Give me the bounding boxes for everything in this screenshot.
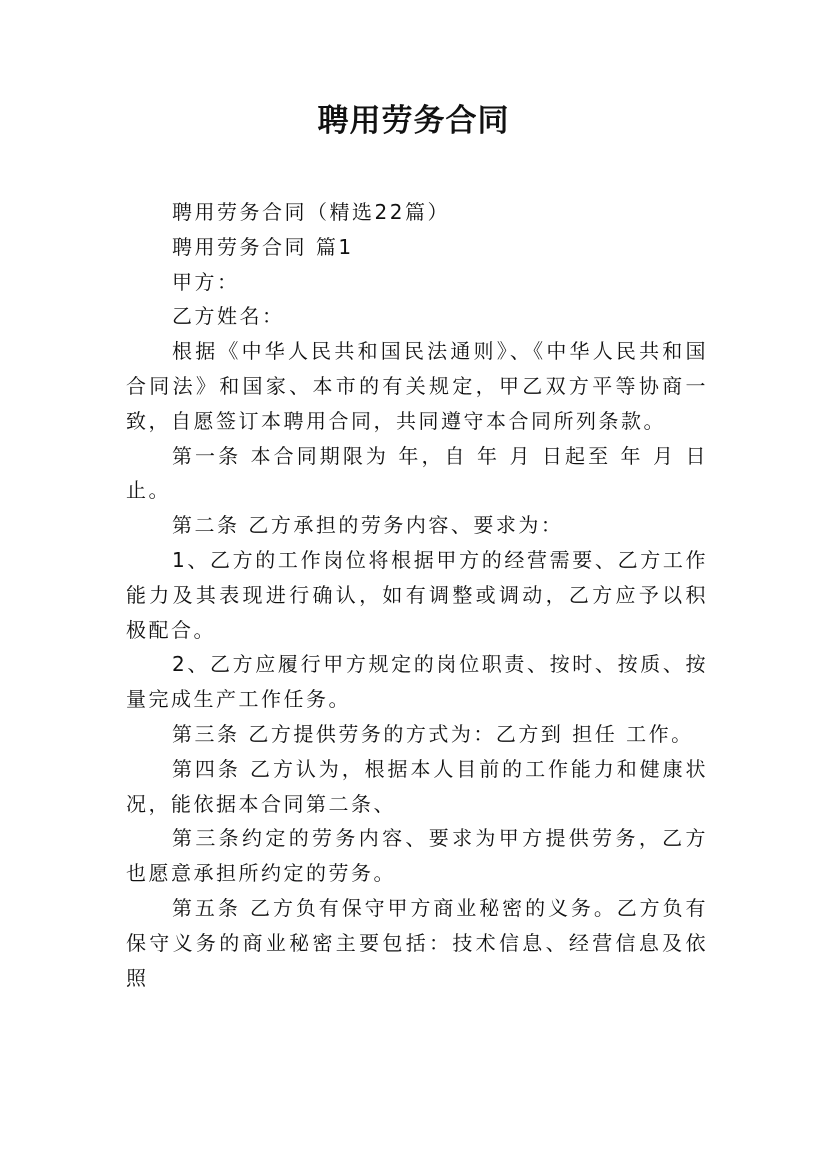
article-2-item-2: 2、乙方应履行甲方规定的岗位职责、按时、按质、按量完成生产工作任务。 (126, 652, 708, 712)
party-a-line: 甲方： (172, 269, 240, 294)
article-5-paragraph: 第五条 乙方负有保守甲方商业秘密的义务。乙方负有保守义务的商业秘密主要包括：技术信息、经营信息及依照 (126, 895, 708, 990)
article-2-item-1: 1、乙方的工作岗位将根据甲方的经营需要、乙方工作能力及其表现进行确认，如有调整或调动，乙方应予以积极配合。 (126, 547, 708, 642)
party-b-name-line: 乙方姓名： (172, 304, 285, 329)
article-4-paragraph: 第四条 乙方认为，根据本人目前的工作能力和健康状况，能依据本合同第二条、 (126, 756, 708, 816)
section-heading: 聘用劳务合同 篇1 (172, 234, 354, 259)
preamble-paragraph: 根据《中华人民共和国民法通则》、《中华人民共和国合同法》和国家、本市的有关规定，甲乙双方平等协商一致，自愿签订本聘用合同，共同遵守本合同所列条款。 (126, 339, 708, 433)
article-3-paragraph: 第三条 乙方提供劳务的方式为：乙方到 担任 工作。 (172, 721, 694, 746)
subtitle-paragraph: 聘用劳务合同（精选22篇） (172, 200, 450, 224)
document-title: 聘用劳务合同 (317, 103, 510, 139)
document-body (126, 195, 708, 995)
article-4-continued-paragraph: 第三条约定的劳务内容、要求为甲方提供劳务，乙方也愿意承担所约定的劳务。 (126, 826, 708, 886)
article-1-paragraph: 第一条 本合同期限为 年，自 年 月 日起至 年 月 日止。 (126, 443, 708, 503)
article-2-paragraph: 第二条 乙方承担的劳务内容、要求为： (172, 513, 564, 538)
